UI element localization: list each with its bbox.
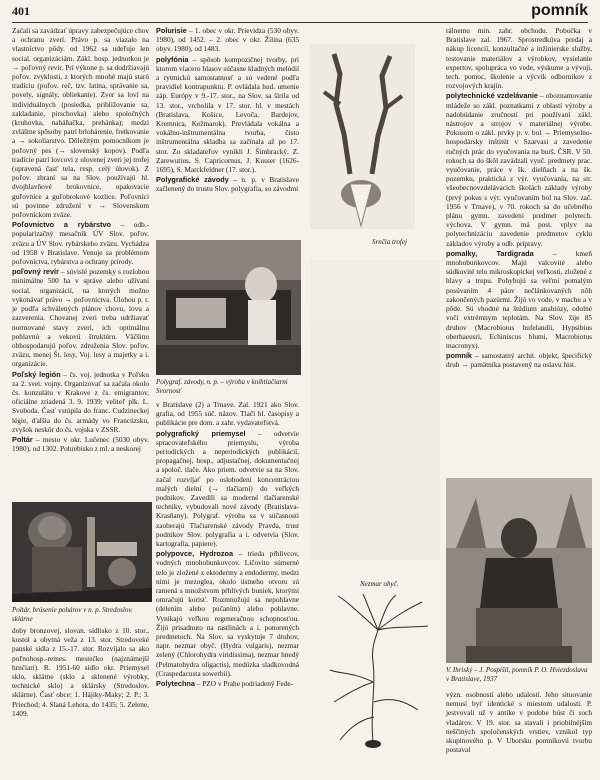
- entry: Polygrafické závody – n. p. v Bratislave začlenený do trustu Slov. polygrafia, so závodmi: [156, 175, 299, 194]
- entry: Poľovníctvo a rybárstvo – odb.-popularizačný mesačník ÚV Slov. poľov. zväzu a ÚV Slov. rybárskeho zväzu. Vychádza od 1958 v Bratislave. Venuje sa problémom poľovníctva, rybárstva a ochrany prírody.: [12, 220, 150, 267]
- entry-keyword: polygrafický priemysel: [156, 428, 246, 438]
- antlers-trophy-photo: [310, 44, 415, 229]
- column-middle: [156, 26, 299, 195]
- hviezdoslav-monument-photo: [446, 478, 592, 663]
- antlers-caption: Srnčia trofej: [372, 238, 407, 246]
- poltar-continued: doby bronzovej, slovan. sídlisko z 10. stor., kostol a obytná veža z 13. stor. Stredoveké panské sídla z 15.-17. stor. Rozvíjalo sa ako poľnohosp.-remes. mestečko (najznámejší hrnčiari). R. 1951-60 sídlo okr. Priemysel sklo, sklárne (sklo a sklenené výrobky, technické sklo) a sklársky (Stredoslov. sklárne). Časť obce: 1. Hájiky-Maky; 2. P.; 3. Priechod; 4. Slaná Lehota, do 1435; 5. Zelene, 1409.: [12, 626, 149, 718]
- entry-keyword: polyfónia: [156, 54, 189, 64]
- entry-keyword: Poltár: [12, 434, 33, 444]
- running-headword: pomník: [531, 2, 588, 19]
- entry: Poľský legión – čs. voj. jednotka v Poľsku za 2. svet. vojny. Organizovať sa začala okolo čs. konzulátu v Krakove z čs. emigrantov, oficiálne zriadená 3. 9. 1939; veliteľ plk. L. Svoboda. Časť vstúpila do franc. Cudzineckej légie, ďalšia do čs. armády vo Francúzsku, zvyšok neskôr do čs. vojska v ZSSR.: [12, 369, 149, 434]
- entry: Polytechna – PZO v Prahe podriadený Fede-: [156, 679, 294, 689]
- header-rule: [12, 22, 588, 23]
- page-number: 401: [12, 4, 30, 18]
- glass-cutting-photo: [12, 502, 152, 602]
- entry-keyword: pomník: [446, 351, 472, 361]
- column-left: [12, 26, 149, 454]
- entry-keyword: Poľský legión: [12, 369, 61, 379]
- faint-background-area: [310, 260, 440, 560]
- entry: pomalky, Tardigrada – kmeň mnohobunkovcov. Majú valcovité alebo súdkovité telo mikroskopickej veľkosti, zložené z hlavy a trupu. Pohybujú sa veľmi pomalým posúvaním 4 páov nečlánkovaných nôh zakončených pazúrmi. Žijú vo vode, v machu a v pôde. Sú vhodné na štúdium anabiózy, odolné voči extrémnym teplotám. Na Slov. žije 85 druhov (Macrobiotus hufelandii, Hypsibius oberhaeusri, Echiniscus blumi, Macrobiotus macronyx).: [446, 248, 592, 350]
- entry-text: Začali sa zavádzať úpravy zabezpečujúce chov a ochranu zverí. Právo p. sa viazalo na vlastníctvo pôdy. od 1962 sa udeľuje len social. organizáciám. Zákl. hosp. jednotkou je → poľovný revír. Pri výkone p. sa dodržiavajú poľov. zvyklosti, z ktorých mnohé majú starú tradíciu (poľov. reč, tzv. latina, správanie sa, povely, signály, obliekanie). Zver sa loví na individuálnych (posiedka, približovanie sa, zakladanie, pirschovka) alebo spoločných (kruhovka, naháňačka, prehánka); medzi zvláštne spôsoby patrí brlohárenie, fretkovanie a → sokoliarstvo. Dôležitým pomocníkom je poľovný pes (→ slovenský kopov). Podľa tradície patrí lovcovi z ulovenej zveri jej trofej (upravená časť tela, resp. celý úlovok). Z poľov. zbraní sa na Slov. používajú hl. dvojhlavňové brokovnice, opakovacie guľovnice a guľobrokové kozlice. Poľovníci sú povinne združení v → Slovenskom poľovníckom zväze.: [12, 26, 150, 220]
- printing-plant-photo: [156, 240, 301, 375]
- entry: Polurisie – 1. obec v okr. Prievidza (530 obyv. 1980), od 1452. – 2. obec v okr. Žilina (635 obyv. 1980), od 1483.: [156, 26, 299, 54]
- column-right: [446, 26, 592, 371]
- entry: Poltár – mesto v okr. Lučenec (5030 obyv. 1980), od 1302. Pohrebisko z ml. a neskorej: [12, 434, 149, 454]
- entry-keyword: Polurisie: [156, 26, 187, 35]
- entry: polytechnické vzdelávanie – oboznamovanie mládeže so zákl. poznatkami z oblastí výroby a nadobúdanie zručností pri používaní zákl. nástrojov a strojov v materiálnej výrobe. Pokusom o zákl. prvky p. v. bol → Priemyselno-hospodársky inštitút v Szarvasi a zavedenie ručných prác do vyučovania na burš. ČSR. V 50. rokoch sa do škôl zavádzali vyuč. predmety prac. vyučovanie, práce v šk. dielňach a na šk. pozemku, praktická z výr. vyučovania, na str. všeobecnovzdelávacích školách základy výroby (prvý pokus s výr. vyučovaním bol na Slov. zač. 1956 v Trnave), v 70. rokoch sa do učebného plánu gymn. zavedení predmet polytech. výchova. V gymn. má post. vplyv na polytechnizáciu zavedenie predmetov cyklu základov výroby a odb. prípravy.: [446, 91, 592, 248]
- column-middle-lower: [156, 400, 299, 688]
- entry-keyword: Polytechna: [156, 679, 195, 689]
- entry-keyword: poľovný revír: [12, 267, 59, 277]
- page-header: [12, 4, 588, 22]
- entry: polygrafický priemysel – odvetvie spracovateľského priemyslu, výroba periodických a neperiodických publikácií, propagačnej, hosp., adjustačnej, dokumentačnej a spoloč. tlače. Ako priem. odvetvie sa na Slov. začal rozvíjať po oslobodení koncentráciou malých dielní (→ tlačiarní) do veľkých podnikov. Zavedili sa moderné tlačiarenské techniky, vybudovali nové závody (Bratislava-Krasňany). Polygraf. výroba sa v súčasnosti zaoberajú Tlačiarenské závody Pravda, trust podnikov Slov. polygrafia a i. odvetvia (Slov. kartografia, papiere).: [156, 428, 299, 549]
- hydra-illustration: [318, 592, 438, 752]
- pomnik-continued: význ. osobností alebo udalostí. Jeho situovanie nemusí byť identické s miestom udalostí. P. jestvovali už v antike v podobe búst či soch vladárov. V 19. stor. sa stavali i priobilnéjším neščiných spoločenských vrstiev, vznikol typ skupinového p. V Uhorsku pomníkovú tvorbu postaval: [446, 690, 592, 755]
- entry: poľovný revír – súvislé pozemky s rozlohou minimálne 500 ha v správe alebo užívaní social. organizácií, na ktorých možno vykonávať právo → poľovníctva. Úlohou p. r. je podľa schválených plánov chovu, lovu a zazverenia. Chovanej zveri treba udržiavať normované stavy zverí, ich optimálnu pohlavnú a vekovú štruktúru. Väčšinu obhospodarujú poľov. združenia Slov. poľov. zväzu, menej Št. lesy, Voj. lesy a majetky a i. organizácie.: [12, 267, 149, 369]
- printing-caption: Polygraf. závody, n. p. – výroba v kníhtlačiarni Svornosť: [156, 378, 288, 395]
- entry-keyword: pomalky, Tardigrada: [446, 248, 534, 258]
- glass-photo-caption: Poltár, brúsenie pohárov v n. p. Stredoslov. sklárne: [12, 606, 133, 623]
- monument-caption: V. Ihriský – J. Pospíšil, pomník P. O. Hviezdoslava v Bratislave, 1937: [446, 666, 588, 683]
- entry: pomník – samostatný archit. objekt, špecifický druh → pamätníka postavený na oslavu hist.: [446, 351, 592, 370]
- entry-keyword: Polygrafické závody: [156, 175, 229, 185]
- entry-keyword: polypovce, Hydrozoa: [156, 549, 234, 559]
- entry: polyfónia – spôsob kompozičnej tvorby, pri ktorom viacero hlasov súčasne kladných melódií a rytmickú samostatnosť a sú vedené podľa pravidiel kontrapunktu. P. ovládala hud. umenie záp. Európy v 9.-17. stor., na Slov. sa šírila od 13. stor., vrcholila v 17. stor. hl. v mestách (Bratislava, Košice, Levoča, Bardejov, Kremnica, Kežmarok). Prevládala vokálna a vokálno-inštrumentálna tvorba, čisto inštrumentálna skladba sa začínala až po 17. stor. Zo skladateľov vynikli J. Šimbracký, Z. Zarewutius, S. Capricornus, J. Kusser (1626-1695), S. Marckfeldner (17. stor.).: [156, 54, 299, 175]
- hydra-caption: Nezmar obyč.: [360, 580, 399, 588]
- entry: polypovce, Hydrozoa – trieda pŕhlivcov, vodných mnohobunkovcov. Ličovito súmerné telo je zložené z ektodermy a endodermy, medzi nimi je mezoglea, okolo ústneho otvoru sú ramená s množstvom pŕhlivých buniek, ktorými omračujú korisť. Rozmnožujú sa nepohlavne (delením alebo pučaním) alebo pohlavne. Vynikajú veľkou regeneračnou schopnosťou. Žijú prisadnuto na rastlinách a i. ponorených predmetoch. Na Slov. sa vyskytuje 7 druhov, napr. nezmar obyč. (Hydra vulgaris), nezmar zelený (Chlorohydra viridissima), nezmar hnedý (Pelmatohydra oligactis), medúzka sladkovodná (Craspedacusta sowerbii).: [156, 549, 299, 678]
- entry-text: v Bratislave (2) a Trnave. Zal. 1921 ako Slov. grafia, od 1955 súč. názov. Tlačí hl. časopisy a publikácie pre dom. a zahr. vydavateľstvá.: [156, 400, 299, 428]
- entry-keyword: Poľovníctvo a rybárstvo: [12, 220, 112, 230]
- entry-keyword: polytechnické vzdelávanie: [446, 91, 538, 101]
- entry-text: rálnemu min. zahr. obchodu. Pobočka v Bratislave zal. 1967. Sprostredkúva predaj a nákup licencií, konzultačné a inžinierske služby, testovanie materiálov a výrobkov, vysielanie expertov, spolupráca vo vede, výskume a vývoji, tech. pomoc, školenie a výcvik odborníkov z rozvojových krajín.: [446, 26, 592, 91]
